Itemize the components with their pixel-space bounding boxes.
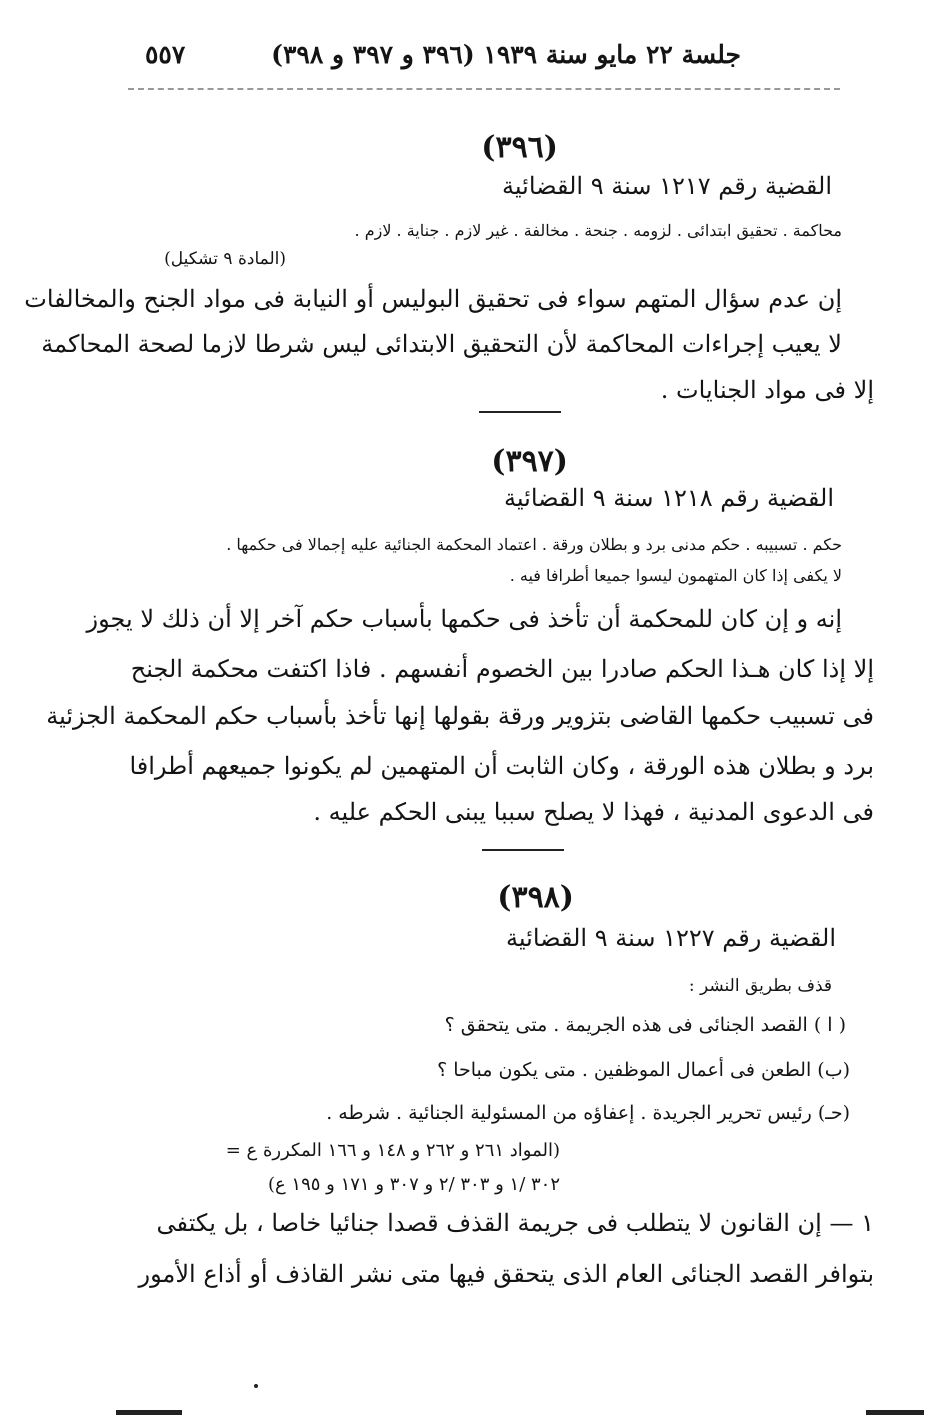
case-keywords-398: قذف بطريق النشر : (688, 976, 832, 996)
case-question-item: ( ا ) القصد الجنائى فى هذه الجريمة . متى يتحقق ؟ (444, 1014, 846, 1036)
case-body-line: إنه و إن كان للمحكمة أن تأخذ فى حكمها بأسباب حكم آخر إلا أن ذلك لا يجوز (86, 605, 842, 633)
case-body-line: إلا فى مواد الجنايات . (660, 376, 874, 404)
case-keywords-397: حكم . تسبيبه . حكم مدنى برد و بطلان ورقة . اعتماد المحكمة الجنائية عليه إجمالا فى حكمها . (226, 535, 842, 554)
case-article-396: (المادة ٩ تشكيل) (164, 249, 286, 269)
case-number-397: (٣٩٧) (491, 444, 568, 479)
case-articles-line: ٣٠٢ /١ و ٣٠٣ /٢ و ٣٠٧ و ١٧١ و ١٩٥ ع) (267, 1174, 560, 1195)
case-reference-396: القضية رقم ١٢١٧ سنة ٩ القضائية (502, 172, 832, 200)
case-body-line: لا يعيب إجراءات المحاكمة لأن التحقيق الابتدائى ليس شرطا لازما لصحة المحاكمة (41, 330, 842, 358)
case-question-item: (حـ) رئيس تحرير الجريدة . إعفاؤه من المسئولية الجنائية . شرطه . (326, 1102, 850, 1124)
case-reference-398: القضية رقم ١٢٢٧ سنة ٩ القضائية (506, 924, 836, 952)
section-separator (482, 849, 564, 851)
case-articles-line: (المواد ٢٦١ و ٢٦٢ و ١٤٨ و ١٦٦ المكررة ع = (225, 1140, 560, 1161)
case-body-line: إلا إذا كان هـذا الحكم صادرا بين الخصوم أنفسهم . فاذا اكتفت محكمة الجنح (130, 655, 874, 683)
section-separator (479, 411, 561, 413)
case-reference-397: القضية رقم ١٢١٨ سنة ٩ القضائية (504, 484, 834, 512)
footer-rule-left (116, 1410, 182, 1415)
case-number-398: (٣٩٨) (497, 880, 574, 915)
scan-speck (254, 1384, 258, 1388)
footer-rule-right (866, 1410, 924, 1415)
case-number-396: (٣٩٦) (481, 130, 558, 165)
case-keywords-396: محاكمة . تحقيق ابتدائى . لزومه . جنحة . مخالفة . غير لازم . جناية . لازم . (354, 221, 842, 240)
case-body-line: إن عدم سؤال المتهم سواء فى تحقيق البوليس أو النيابة فى مواد الجنح والمخالفات (24, 285, 842, 313)
case-body-line: فى تسبيب حكمها القاضى بتزوير ورقة بقولها إنها تأخذ بأسباب حكم المحكمة الجزئية (46, 702, 874, 730)
case-body-line: برد و بطلان هذه الورقة ، وكان الثابت أن المتهمين لم يكونوا جميعهم أطرافا (129, 752, 874, 780)
case-body-line: ١ — إن القانون لا يتطلب فى جريمة القذف قصدا جنائيا خاصا ، بل يكتفى (156, 1209, 874, 1237)
case-body-line: بتوافر القصد الجنائى العام الذى يتحقق فيها متى نشر القاذف أو أذاع الأمور (138, 1260, 874, 1288)
case-question-item: (ب) الطعن فى أعمال الموظفين . متى يكون مباحا ؟ (437, 1059, 850, 1081)
header-rule (128, 88, 840, 90)
case-body-line: فى الدعوى المدنية ، فهذا لا يصلح سببا يبنى الحكم عليه . (313, 798, 874, 826)
page-number: ٥٥٧ (145, 40, 186, 69)
running-header-title: جلسة ٢٢ مايو سنة ١٩٣٩ (٣٩٦ و ٣٩٧ و ٣٩٨) (271, 40, 741, 69)
case-keywords-397: لا يكفى إذا كان المتهمون ليسوا جميعا أطرافا فيه . (509, 566, 842, 585)
